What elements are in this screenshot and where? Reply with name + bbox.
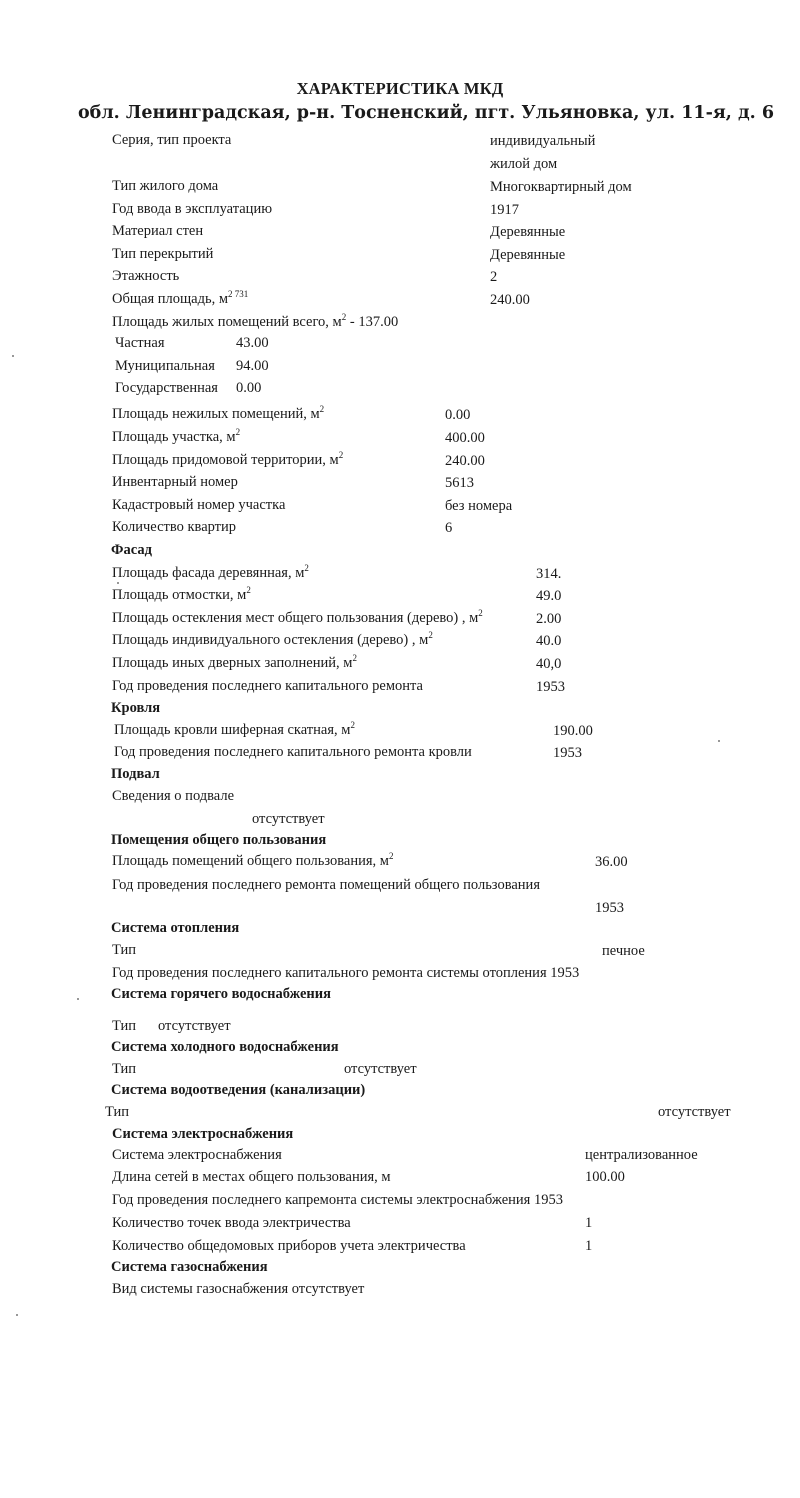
facade-wood-area-label: Площадь фасада деревянная, $м^2$	[112, 563, 309, 581]
scan-speck	[12, 355, 14, 357]
basement-info-label: Сведения о подвале	[112, 788, 235, 804]
facade-heading: Фасад	[111, 542, 152, 558]
roof-heading: Кровля	[111, 700, 161, 716]
facade-wood-area-value: 314.	[536, 566, 562, 582]
sewage-type-label: Тип	[105, 1104, 130, 1120]
state-value: 0.00	[236, 380, 262, 396]
series-label: Серия, тип проекта	[112, 132, 232, 148]
plot-area-label: Площадь участка, $м^2$	[112, 427, 241, 445]
network-length-label: Длина сетей в местах общего пользования, м	[112, 1169, 391, 1185]
sewage-heading: Система водоотведения (канализации)	[111, 1082, 366, 1098]
hot-water-type-value: отсутствует	[158, 1018, 231, 1034]
house-type-label: Тип жилого дома	[112, 178, 219, 194]
other-doors-value: 40,0	[536, 656, 562, 672]
apartments-count-label: Количество квартир	[112, 519, 237, 535]
municipal-label: Муниципальная	[115, 358, 215, 374]
facade-repair-value: 1953	[536, 679, 565, 695]
basement-heading: Подвал	[111, 766, 160, 782]
meters-count-label: Количество общедомовых приборов учета электричества	[112, 1238, 466, 1254]
yard-area-value: 240.00	[445, 453, 485, 469]
common-rooms-repair-value: 1953	[595, 900, 624, 916]
wall-material-value: Деревянные	[490, 224, 566, 240]
cold-water-type-label: Тип	[112, 1061, 137, 1077]
heating-type-label: Тип	[112, 942, 137, 958]
living-area-line: Площадь жилых помещений всего, $м^2 - 137.00$	[112, 312, 399, 330]
cold-water-type-value: отсутствует	[344, 1061, 417, 1077]
municipal-value: 94.00	[236, 358, 269, 374]
cadastral-number-value: без номера	[445, 498, 513, 514]
apartments-count-value: 6	[445, 520, 453, 536]
floor-slab-type-value: Деревянные	[490, 247, 566, 263]
series-value: индивидуальный	[490, 133, 596, 149]
commission-year-label: Год ввода в эксплуатацию	[112, 201, 273, 217]
sewage-type-value: отсутствует	[658, 1104, 731, 1120]
hot-water-type-label: Тип	[112, 1018, 137, 1034]
heating-type-value: печное	[602, 943, 645, 959]
nonliving-area-label: Площадь нежилых помещений, $м^2$	[112, 404, 325, 422]
gas-heading: Система газоснабжения	[111, 1259, 268, 1275]
commission-year-value: 1917	[490, 202, 519, 218]
inventory-number-value: 5613	[445, 475, 474, 491]
private-value: 43.00	[236, 335, 269, 351]
scan-speck	[718, 740, 720, 742]
input-points-value: 1	[585, 1215, 593, 1231]
roof-area-label: Площадь кровли шиферная скатная, $м^2$	[114, 720, 355, 738]
facade-repair-label: Год проведения последнего капитального ремонта	[112, 678, 423, 694]
inventory-number-label: Инвентарный номер	[112, 474, 238, 490]
state-label: Государственная	[115, 380, 218, 396]
roof-repair-value: 1953	[553, 745, 582, 761]
cadastral-number-label: Кадастровый номер участка	[112, 497, 286, 513]
floor-slab-type-label: Тип перекрытий	[112, 246, 214, 262]
input-points-label: Количество точек ввода электричества	[112, 1215, 351, 1231]
common-rooms-repair-label: Год проведения последнего ремонта помещений общего пользования	[112, 877, 540, 893]
total-area-label: Общая площадь, $м^{2 731}$	[112, 289, 249, 307]
wall-material-label: Материал стен	[112, 223, 204, 239]
common-glazing-value: 2.00	[536, 611, 562, 627]
individual-glazing-value: 40.0	[536, 633, 562, 649]
storeys-value: 2	[490, 269, 498, 285]
series-value-cont: жилой дом	[490, 156, 558, 172]
nonliving-area-value: 0.00	[445, 407, 471, 423]
blind-area-label: Площадь отмостки, $м^2$	[112, 585, 251, 603]
storeys-label: Этажность	[112, 268, 180, 284]
total-area-value: 240.00	[490, 292, 530, 308]
individual-glazing-label: Площадь индивидуального остекления (дерево) , $м^2$	[112, 630, 433, 648]
common-rooms-area-value: 36.00	[595, 854, 628, 870]
electricity-system-value: централизованное	[585, 1147, 698, 1163]
common-rooms-area-label: Площадь помещений общего пользования, $м^2$	[112, 851, 394, 869]
plot-area-value: 400.00	[445, 430, 485, 446]
meters-count-value: 1	[585, 1238, 593, 1254]
network-length-value: 100.00	[585, 1169, 625, 1185]
document-address: обл. Ленинградская, р-н. Тосненский, пгт. Ульяновка, ул. 11-я, д. 6	[77, 103, 774, 123]
electricity-repair-line: Год проведения последнего капремонта системы электроснабжения 1953	[112, 1192, 563, 1208]
cold-water-heading: Система холодного водоснабжения	[111, 1039, 339, 1055]
scan-speck	[77, 998, 79, 1000]
other-doors-label: Площадь иных дверных заполнений, $м^2$	[112, 653, 357, 671]
private-label: Частная	[115, 335, 165, 351]
house-type-value: Многоквартирный дом	[490, 179, 632, 195]
electricity-system-label: Система электроснабжения	[112, 1147, 282, 1163]
basement-info-value: отсутствует	[252, 811, 325, 827]
scan-speck	[117, 582, 119, 584]
scan-speck	[16, 1314, 18, 1316]
gas-system-line: Вид системы газоснабжения отсутствует	[112, 1281, 365, 1297]
yard-area-label: Площадь придомовой территории, $м^2$	[112, 450, 344, 468]
common-glazing-label: Площадь остекления мест общего пользования (дерево) , $м^2$	[112, 608, 483, 626]
electricity-heading: Система электроснабжения	[112, 1126, 294, 1142]
heating-repair-line: Год проведения последнего капитального ремонта системы отопления 1953	[112, 965, 580, 981]
blind-area-value: 49.0	[536, 588, 562, 604]
document-title: ХАРАКТЕРИСТИКА МКД	[296, 79, 504, 98]
roof-repair-label: Год проведения последнего капитального ремонта кровли	[114, 744, 472, 760]
common-rooms-heading: Помещения общего пользования	[111, 832, 327, 848]
heating-heading: Система отопления	[111, 920, 240, 936]
hot-water-heading: Система горячего водоснабжения	[111, 986, 331, 1002]
roof-area-value: 190.00	[553, 723, 593, 739]
